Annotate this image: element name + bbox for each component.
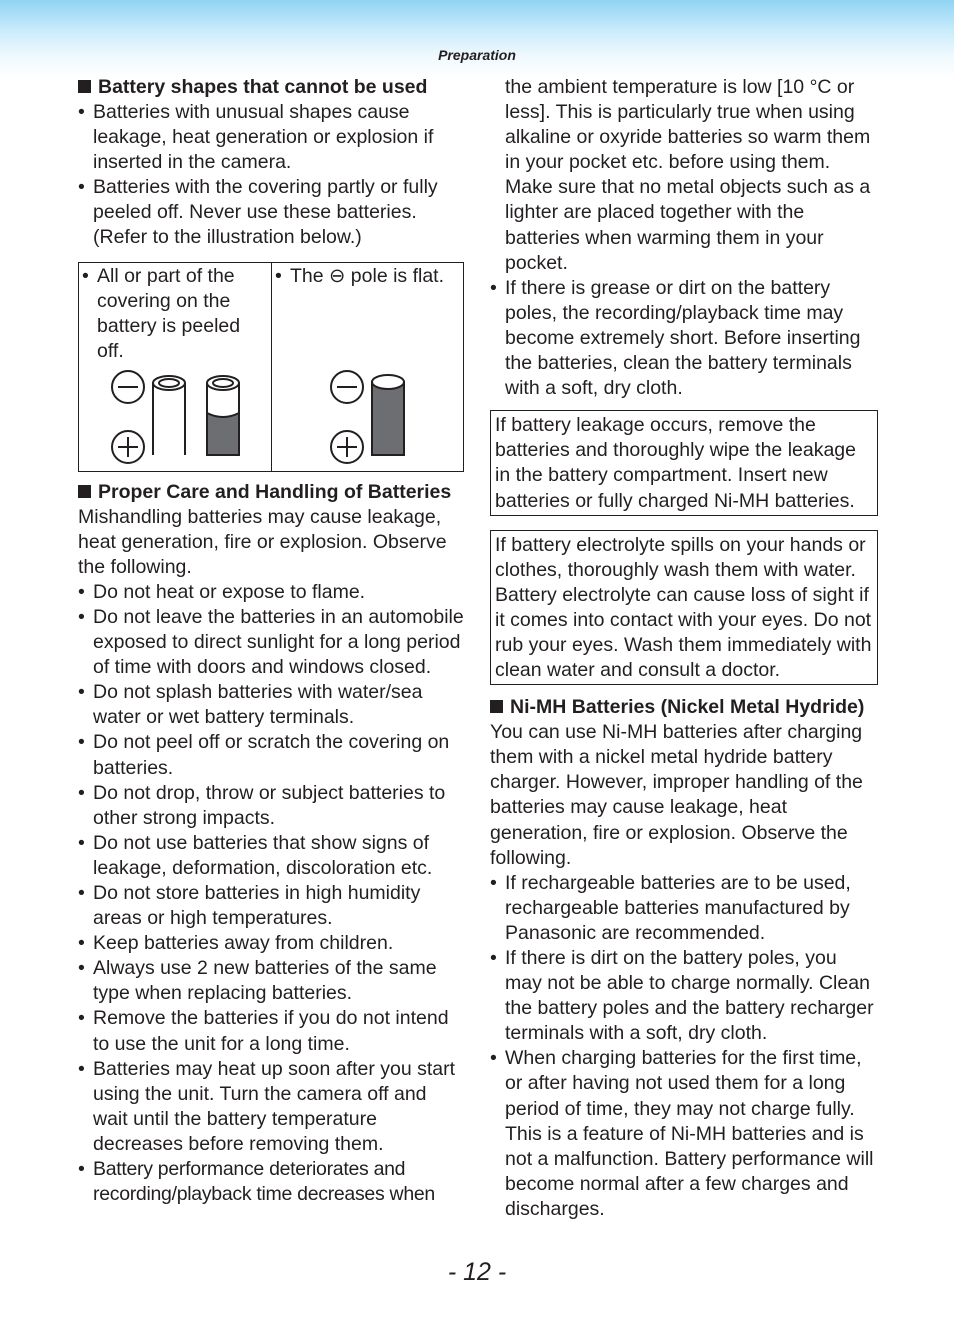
list-item: • Do not store batteries in high humidity areas or high temperatures.: [78, 881, 464, 931]
care-heading: Proper Care and Handling of Batteries: [78, 480, 464, 505]
list-item: • Do not heat or expose to flame.: [78, 580, 464, 605]
right-column: [490, 75, 878, 1222]
list-item: • Do not peel off or scratch the covering on batteries.: [78, 730, 464, 780]
square-bullet-icon: [490, 700, 503, 713]
care-intro: Mishandling batteries may cause leakage, heat generation, fire or explosion. Observe the following.: [78, 505, 447, 578]
illustration-caption: • All or part of the covering on the battery is peeled off.: [82, 264, 267, 364]
flat-pole-battery-illustration: [272, 263, 464, 471]
section-header: Preparation: [438, 47, 516, 63]
list-item: • Keep batteries away from children.: [78, 931, 464, 956]
list-item: • If there is dirt on the battery poles, you may not be able to charge normally. Clean the battery poles and the battery recharger terminals with a soft, dry cloth.: [490, 946, 878, 1046]
nimh-intro: You can use Ni-MH batteries after charging them with a nickel metal hydride battery charger. However, improper handling of the batteries may cause leakage, heat generation, fire or explosion. Observe the following.: [490, 721, 863, 869]
left-column: [78, 75, 464, 1207]
continued-paragraph: the ambient temperature is low [10 °C or less]. This is particularly true when using alkaline or oxyride batteries so warm them in your pocket etc. before using them. Make sure that no metal objects such as a lighter are placed together with the batteries when warming them in your pocket.: [505, 76, 871, 274]
list-item: • Batteries may heat up soon after you start using the unit. Turn the camera off and wait until the battery temperature decreases before removing them.: [78, 1057, 464, 1157]
shapes-heading: Battery shapes that cannot be used: [78, 75, 464, 100]
illustration-caption: • The ⊖ pole is flat.: [275, 264, 460, 289]
square-bullet-icon: [78, 485, 91, 498]
minus-pole-icon: ⊖: [329, 264, 346, 287]
list-item: • Always use 2 new batteries of the same type when replacing batteries.: [78, 956, 464, 1006]
nimh-heading: Ni-MH Batteries (Nickel Metal Hydride): [490, 695, 878, 720]
list-item: • Do not drop, throw or subject batteries to other strong impacts.: [78, 781, 464, 831]
list-item: • When charging batteries for the first time, or after having not used them for a long period of time, they may not charge fully. This is a feature of Ni-MH batteries and is not a malfunction. Battery performance will become normal after a few charges and discharges.: [490, 1046, 878, 1222]
leakage-notice-box: If battery leakage occurs, remove the batteries and thoroughly wipe the leakage in the battery compartment. Insert new batteries or fully charged Ni-MH batteries.: [490, 410, 878, 515]
list-item: • If there is grease or dirt on the battery poles, the recording/playback time may become extremely short. Before inserting the batteries, clean the battery terminals with a soft, dry cloth.: [490, 276, 878, 401]
list-item: • Do not splash batteries with water/sea water or wet battery terminals.: [78, 680, 464, 730]
peeled-battery-illustration: [79, 263, 271, 471]
electrolyte-notice-box: If battery electrolyte spills on your hands or clothes, thoroughly wash them with water. Battery electrolyte can cause loss of sight if it comes into contact with your eyes. Do not rub your eyes. Wash them immediately with clean water and consult a doctor.: [490, 530, 878, 686]
list-item: • Do not leave the batteries in an automobile exposed to direct sunlight for a long period of time with doors and windows closed.: [78, 605, 464, 680]
list-item: • Remove the batteries if you do not intend to use the unit for a long time.: [78, 1006, 464, 1056]
battery-illustration-table: [78, 262, 464, 472]
list-item: • If rechargeable batteries are to be used, rechargeable batteries manufactured by Panasonic are recommended.: [490, 871, 878, 946]
list-item: • Batteries with unusual shapes cause leakage, heat generation or explosion if inserted in the camera.: [78, 100, 464, 175]
illustration-cell-flat-pole: [271, 263, 463, 471]
page-number: - 12 -: [447, 1258, 507, 1286]
list-item: • Do not use batteries that show signs of leakage, deformation, discoloration etc.: [78, 831, 464, 881]
list-item: • Batteries with the covering partly or fully peeled off. Never use these batteries. (Refer to the illustration below.): [78, 175, 464, 250]
square-bullet-icon: [78, 80, 91, 93]
list-item: • Battery performance deteriorates and recording/playback time decreases when: [78, 1157, 464, 1207]
illustration-cell-peeled: [79, 263, 271, 471]
